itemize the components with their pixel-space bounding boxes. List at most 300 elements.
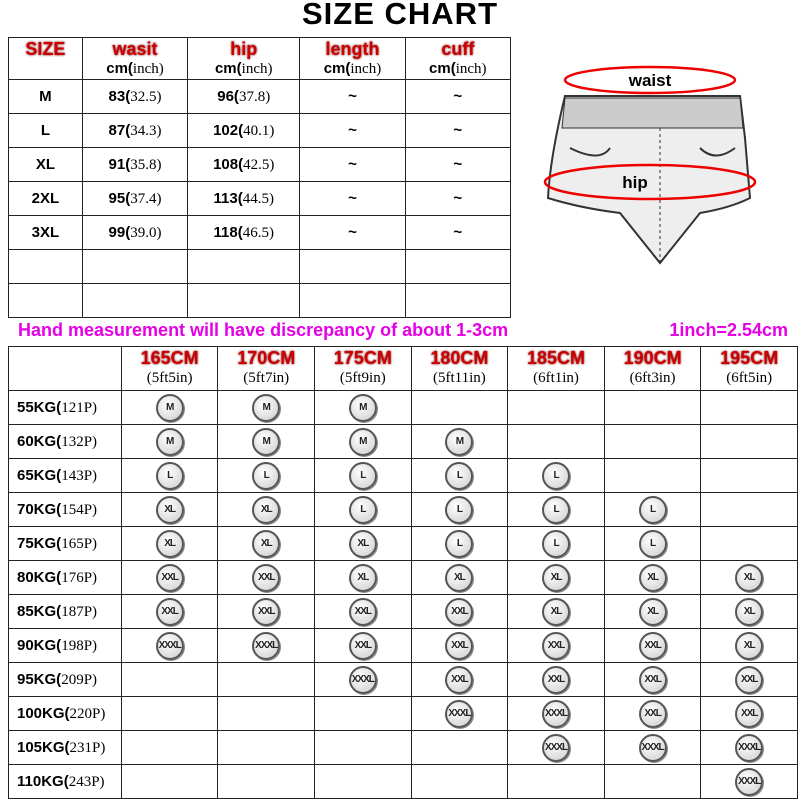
fit-cell [218,425,315,459]
discrepancy-note: Hand measurement will have discrepancy of about 1-3cm [18,320,509,340]
size-label: 3XL [31,223,60,241]
weight-row [9,731,798,765]
height-ft: (5ft5in) [146,370,193,386]
fit-cell [701,765,798,799]
cuff-value: ~ [453,121,463,139]
unit-cm: cm( [214,60,242,77]
size-badge-icon: XL [349,530,377,558]
column-header-label: hip [230,39,258,59]
fit-cell [604,391,701,425]
column-header [300,38,405,80]
fit-cell [604,765,701,799]
fit-cell [315,425,412,459]
size-badge-icon: L [639,496,667,524]
weight-kg: 85KG( [17,602,62,620]
fit-cell [411,459,508,493]
weight-row [9,391,798,425]
waist-cell [82,148,187,182]
size-table [8,37,511,318]
fit-cell [604,527,701,561]
unit-cm: cm( [323,60,351,77]
weight-row [9,425,798,459]
length-value: ~ [348,155,357,173]
size-badge-icon: XL [639,598,667,626]
hip-cm: 118( [213,223,243,241]
weight-lb: 220P) [69,705,106,722]
fit-cell [508,459,605,493]
fit-cell [604,697,701,731]
weight-row [9,765,798,799]
size-badge-icon: XL [639,564,667,592]
table-row [9,182,511,216]
fit-cell [218,459,315,493]
size-label: XL [35,155,55,173]
fit-cell [508,765,605,799]
size-cell [9,182,83,216]
height-ft: (5ft9in) [339,370,386,386]
size-badge-icon: XL [542,564,570,592]
height-header [121,347,218,391]
column-header-label: cuff [441,39,475,59]
size-badge-icon: M [349,394,377,422]
waist-inch: 32.5) [130,88,162,105]
height-ft: (5ft7in) [243,370,290,386]
height-header [604,347,701,391]
size-badge-icon: XXL [252,564,280,592]
hip-cm: 108( [213,155,244,173]
length-cell [300,182,405,216]
hip-inch: 40.1) [243,122,275,139]
size-label: 2XL [31,189,60,207]
fit-cell [315,765,412,799]
fit-cell [411,493,508,527]
cuff-cell [405,148,510,182]
size-cell [9,216,83,250]
hip-inch: 37.8) [238,88,271,105]
size-badge-icon: XXL [156,598,184,626]
column-header [188,38,300,80]
weight-row [9,629,798,663]
fit-cell [315,697,412,731]
cuff-value: ~ [453,189,463,207]
fit-cell [508,527,605,561]
fit-cell [604,595,701,629]
weight-kg: 110KG( [17,772,69,790]
fit-cell [121,527,218,561]
inch-conversion: 1inch=2.54cm [669,320,788,340]
fit-cell [121,629,218,663]
weight-lb: 231P) [69,739,106,756]
table-row [9,80,511,114]
fit-cell [508,697,605,731]
size-badge-icon: L [156,462,184,490]
fit-cell [218,391,315,425]
length-cell [300,148,405,182]
size-badge-icon: XL [252,530,280,558]
size-badge-icon: XXL [542,632,570,660]
height-ft: (6ft1in) [533,370,579,386]
weight-kg: 70KG( [17,500,62,518]
fit-cell [604,561,701,595]
empty-cell [405,250,510,284]
empty-cell [300,284,405,318]
size-badge-icon: XXL [735,666,763,694]
empty-cell [82,284,187,318]
fit-cell [218,697,315,731]
size-badge-icon: M [156,394,184,422]
column-header [9,38,83,80]
height-cm: 170CM [237,348,296,368]
empty-row [9,284,511,318]
size-badge-icon: XXL [542,666,570,694]
column-header-label: wasit [112,39,158,59]
table-row [9,148,511,182]
fit-cell [604,663,701,697]
size-badge-icon: L [542,496,570,524]
fit-cell [218,765,315,799]
shorts-diagram [540,58,780,278]
weight-cell [9,765,122,799]
fit-cell [218,663,315,697]
fit-cell [218,561,315,595]
size-label: L [40,121,50,139]
size-badge-icon: XXXL [735,734,763,762]
weight-lb: 209P) [61,671,98,688]
weight-cell [9,493,122,527]
weight-cell [9,459,122,493]
fit-cell [121,493,218,527]
weight-kg: 90KG( [17,636,62,654]
fit-cell [604,629,701,663]
fit-cell [411,663,508,697]
fit-cell [315,527,412,561]
weight-row [9,527,798,561]
height-ft: (6ft3in) [629,370,676,386]
height-header [315,347,412,391]
fit-cell [508,731,605,765]
weight-lb: 132P) [61,433,98,450]
fit-cell [121,561,218,595]
fit-cell [218,595,315,629]
empty-cell [188,250,300,284]
size-badge-icon: XL [156,530,184,558]
empty-cell [9,250,83,284]
fit-cell [701,663,798,697]
empty-cell [82,250,187,284]
size-badge-icon: XXL [445,598,473,626]
fit-cell [701,697,798,731]
hip-cell [188,182,300,216]
size-badge-icon: M [445,428,473,456]
weight-row [9,595,798,629]
fit-cell [315,561,412,595]
weight-row [9,459,798,493]
weight-cell [9,697,122,731]
fit-cell [315,459,412,493]
fit-cell [121,425,218,459]
weight-kg: 60KG( [17,432,62,450]
weight-lb: 176P) [61,569,98,586]
column-header [405,38,510,80]
fit-cell [701,731,798,765]
size-badge-icon: XXXL [735,768,763,796]
weight-row [9,561,798,595]
cuff-cell [405,80,510,114]
table-row [9,216,511,250]
fit-cell [411,697,508,731]
size-badge-icon: L [639,530,667,558]
waist-inch: 35.8) [130,156,162,173]
size-badge-icon: XL [252,496,280,524]
weight-kg: 80KG( [17,568,62,586]
waist-inch: 34.3) [130,122,162,139]
fit-cell [701,391,798,425]
hip-cm: 113( [213,189,243,207]
fit-cell [411,629,508,663]
height-header [218,347,315,391]
weight-cell [9,595,122,629]
fit-cell [508,425,605,459]
cuff-value: ~ [453,223,463,241]
waist-cm: 87( [108,121,131,139]
fit-cell [218,493,315,527]
length-cell [300,80,405,114]
weight-lb: 154P) [61,501,98,518]
unit-cm: cm( [429,60,456,77]
page-title: SIZE CHART [302,0,498,31]
size-cell [9,114,83,148]
fit-cell [411,425,508,459]
fit-cell [218,731,315,765]
waist-inch: 37.4) [130,190,162,207]
waist-cell [82,216,187,250]
weight-cell [9,663,122,697]
size-badge-icon: L [252,462,280,490]
fit-cell [701,561,798,595]
fit-cell [508,493,605,527]
size-cell [9,80,83,114]
unit-inch: inch) [455,61,487,77]
waist-label: waist [628,71,672,90]
empty-cell [188,284,300,318]
size-badge-icon: XL [735,564,763,592]
unit-inch: inch) [132,61,164,77]
fit-cell [315,663,412,697]
fit-cell [121,731,218,765]
fit-cell [315,391,412,425]
waist-cm: 83( [108,87,131,105]
length-cell [300,216,405,250]
weight-cell [9,425,122,459]
size-badge-icon: L [349,496,377,524]
fit-cell [701,493,798,527]
column-header-label: SIZE [25,39,66,59]
fit-cell [508,629,605,663]
table-row [9,114,511,148]
weight-lb: 198P) [61,637,98,654]
waist-cm: 91( [108,155,131,173]
hip-inch: 46.5) [242,224,274,241]
fit-cell [121,765,218,799]
weight-kg: 75KG( [17,534,62,552]
fit-cell [218,527,315,561]
fit-cell [508,561,605,595]
fit-table [8,346,798,799]
empty-cell [300,250,405,284]
fit-cell [701,629,798,663]
hip-label: hip [622,173,648,192]
weight-cell [9,391,122,425]
size-badge-icon: XL [735,598,763,626]
fit-cell [315,731,412,765]
size-badge-icon: L [445,462,473,490]
size-badge-icon: XXXL [639,734,667,762]
weight-kg: 100KG( [17,704,70,722]
size-badge-icon: XXL [252,598,280,626]
fit-cell [604,459,701,493]
unit-inch: inch) [350,61,382,77]
fit-cell [121,459,218,493]
hip-cell [188,80,300,114]
waist-cm: 95( [108,189,131,207]
size-badge-icon: L [445,530,473,558]
weight-cell [9,731,122,765]
fit-cell [701,595,798,629]
cuff-cell [405,216,510,250]
cuff-value: ~ [453,155,463,173]
header-row [9,38,511,80]
fit-cell [701,527,798,561]
size-badge-icon: M [349,428,377,456]
size-badge-icon: XXL [349,598,377,626]
corner-cell [9,347,122,391]
length-cell [300,114,405,148]
hip-inch: 42.5) [243,156,275,173]
length-value: ~ [348,189,357,207]
length-value: ~ [348,121,357,139]
fit-cell [121,663,218,697]
fit-cell [411,561,508,595]
size-badge-icon: M [156,428,184,456]
weight-lb: 187P) [61,603,98,620]
weight-lb: 243P) [68,773,105,790]
height-header [411,347,508,391]
waist-cell [82,80,187,114]
size-badge-icon: XXXL [252,632,280,660]
waist-inch: 39.0) [130,224,162,241]
height-cm: 185CM [526,348,586,368]
size-badge-icon: XXXL [445,700,473,728]
size-badge-icon: XXXL [542,700,570,728]
size-badge-icon: XXL [156,564,184,592]
weight-cell [9,527,122,561]
size-badge-icon: XL [735,632,763,660]
size-badge-icon: XXL [735,700,763,728]
size-badge-icon: XXL [639,700,667,728]
size-badge-icon: XXL [349,632,377,660]
height-cm: 180CM [430,348,489,368]
weight-row [9,663,798,697]
fit-cell [411,527,508,561]
column-header [82,38,187,80]
column-header-label: length [325,39,380,59]
fit-cell [604,731,701,765]
height-header [701,347,798,391]
weight-kg: 55KG( [17,398,62,416]
height-ft: (6ft5in) [726,370,773,386]
fit-cell [508,663,605,697]
fit-cell [315,493,412,527]
waist-cell [82,114,187,148]
height-cm: 190CM [623,348,682,368]
fit-cell [411,391,508,425]
weight-row [9,493,798,527]
size-badge-icon: XXL [639,666,667,694]
height-cm: 195CM [720,348,779,368]
size-badge-icon: XXL [445,666,473,694]
fit-cell [604,493,701,527]
empty-row [9,250,511,284]
weight-kg: 65KG( [17,466,62,484]
size-badge-icon: XXXL [156,632,184,660]
fit-cell [411,765,508,799]
measurement-note [18,320,788,341]
size-badge-icon: L [542,462,570,490]
fit-cell [315,629,412,663]
fit-cell [411,731,508,765]
fit-cell [218,629,315,663]
size-badge-icon: L [445,496,473,524]
fit-cell [121,391,218,425]
fit-cell [701,459,798,493]
size-badge-icon: XL [156,496,184,524]
hip-cell [188,216,300,250]
size-badge-icon: XXXL [542,734,570,762]
hip-cell [188,148,300,182]
fit-cell [315,595,412,629]
size-label: M [39,87,52,105]
size-badge-icon: XXL [445,632,473,660]
fit-cell [121,595,218,629]
height-header-row [9,347,798,391]
cuff-value: ~ [453,87,463,105]
weight-lb: 165P) [61,535,98,552]
weight-row [9,697,798,731]
weight-kg: 105KG( [17,738,70,756]
size-badge-icon: XL [445,564,473,592]
hip-cm: 102( [213,121,244,139]
hip-cm: 96( [217,87,239,105]
hip-inch: 44.5) [242,190,274,207]
weight-lb: 121P) [61,399,98,416]
size-badge-icon: XL [349,564,377,592]
unit-inch: inch) [241,61,273,77]
size-cell [9,148,83,182]
size-badge-icon: XXXL [349,666,377,694]
height-ft: (5ft11in) [433,370,486,386]
fit-cell [508,595,605,629]
length-value: ~ [348,87,357,105]
size-badge-icon: M [252,394,280,422]
cuff-cell [405,114,510,148]
empty-cell [9,284,83,318]
waist-cm: 99( [108,223,131,241]
unit-cm: cm( [106,60,133,77]
size-badge-icon: M [252,428,280,456]
fit-cell [508,391,605,425]
height-header [508,347,605,391]
height-cm: 165CM [140,348,199,368]
